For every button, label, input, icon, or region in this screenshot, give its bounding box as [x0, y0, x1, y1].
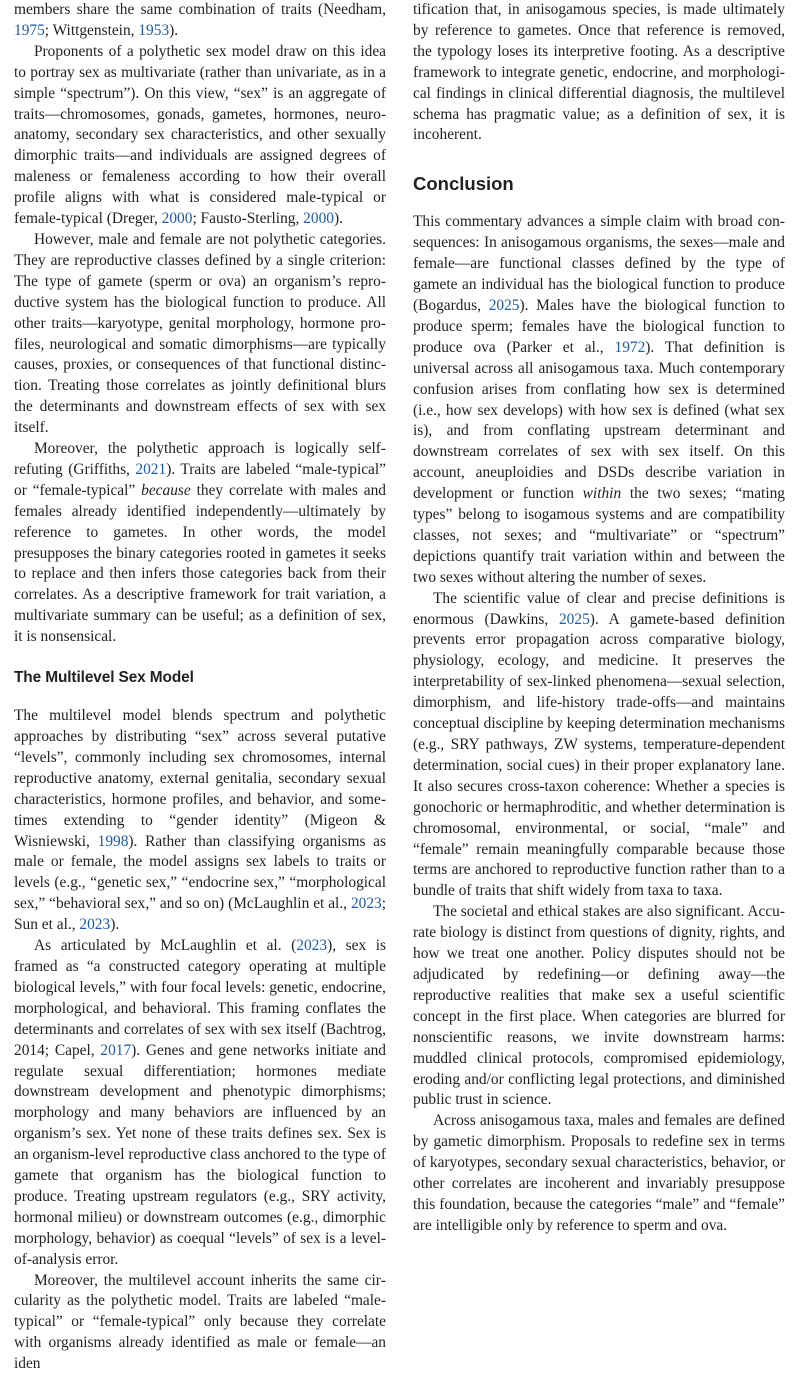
- citation-link[interactable]: 1972: [614, 338, 646, 356]
- citation-link[interactable]: 2000: [303, 210, 334, 228]
- text-run: ).: [333, 210, 343, 228]
- paragraph: [413, 902, 785, 1111]
- citation-link[interactable]: 1998: [97, 832, 129, 850]
- citation-link[interactable]: 2023: [79, 916, 111, 934]
- text-run: ). Rather than classifying organisms as male or female, the model assigns sex labels to traits or levels (e.g., “genetic sex,” “endocrine sex,” “morphological sex,” “behavioral sex,” and so on) (McLaughlin et al.,: [14, 832, 386, 913]
- citation-link[interactable]: 2023: [350, 895, 382, 913]
- text-run: Moreover, the multilevel account inherits the same circularity as the polythetic model. Traits are labeled “male-typical” or “female-typical” only because they correlate with organisms already identified as male or female—an iden: [14, 1271, 386, 1373]
- citation-link[interactable]: 2021: [135, 460, 167, 478]
- text-run: The multilevel model blends spectrum and polythetic approaches by distributing “sex” across several putative “levels”, commonly including sex chromosomes, internal reproductive anatomy, external genitalia, secondary sexual characteristics, hormone profiles, and behavior, and sometimes extending to “gender identity” (Migeon & Wisniewski,: [14, 707, 386, 850]
- paragraph: [14, 706, 386, 936]
- text-run: As articulated by McLaughlin et al. (: [34, 937, 297, 955]
- paragraph: [14, 0, 386, 42]
- text-run: ). That definition is universal across all anisogamous taxa. Much contemporary confusion arises from conflating how sex is determined (i.e., how sex develops) with how sex is defined (what sex is), and from conflating upstream determinant and downstream correlates of sex with sex itself. On this account, aneuploidies and DSDs describe variation in development or function: [413, 338, 785, 503]
- section-heading: The Multilevel Sex Model: [14, 669, 194, 687]
- paragraph: [413, 1111, 785, 1236]
- citation-link[interactable]: 2017: [100, 1041, 132, 1059]
- paragraph: [413, 212, 785, 588]
- text-run: ). A gamete-based definition prevents error propagation across comparative biology, physiology, ecology, and medicine. It preserves the interpretability of sex-linked phenomena—sexual selection, dimorphism, and life-history trade-offs—and maintains conceptual discipline by keeping determination mechanisms (e.g., SRY pathways, ZW systems, temperature-dependent determination, social cues) in their proper explanatory lane. It also secures cross-taxon coherence: Whether a species is gonochoric or hermaphroditic, and whether determination is chromosomal, environmental, or social, “male” and “female” remain meaningfully comparable because those terms are anchored to reproductive function rather than to a bundle of traits that shift widely from taxa to taxa.: [413, 610, 785, 900]
- text-run: ; Sun et al.,: [14, 895, 386, 934]
- text-run: The scientific value of clear and precise definitions is enormous (Dawkins,: [413, 589, 785, 628]
- paragraph: [413, 0, 785, 146]
- paragraph: [14, 936, 386, 1271]
- text-run: they correlate with males and females already identified independently—ultimately by reference to gametes. In other words, the model presupposes the binary categories rooted in gametes it seeks to replace and then infers those categories back from their correlates. As a descriptive framework for trait variation, a multivariate summary can be useful; as a definition of sex, it is nonsensical.: [14, 481, 386, 646]
- text-run: ).: [110, 916, 120, 934]
- citation-link[interactable]: 2000: [161, 210, 193, 228]
- text-run: ), sex is framed as “a constructed category operating at multiple biological levels,” with four focal levels: genetic, endocrine, morphological, and behavioral. This framing conflates the determinants and correlates of sex with sex itself (Bachtrog, 2014; Capel,: [14, 937, 387, 1059]
- text-run: the two sexes; “mating types” belong to isogamous systems and are compatibility classes, not sexes; and “multivariate” or “spectrum” depictions quantify trait variation within and between the two sexes without altering the number of sexes.: [413, 485, 785, 586]
- paragraph: [413, 589, 785, 903]
- text-run: Proponents of a polythetic sex model draw on this idea to portray sex as multivariate (rather than univariate, as in a simple “spectrum”). On this view, “sex” is an aggregate of traits—chromosomes, gonads, gametes, hormones, neuroanatomy, secondary sex characteristics, and other sexually dimorphic traits—and individuals are assigned degrees of maleness or femaleness according to how their overall profile aligns with what is considered male-typical or female-typical (Dreger,: [14, 42, 386, 228]
- text-run: members share the same combination of traits (Needham,: [14, 1, 386, 18]
- text-run: However, male and female are not polythetic categories. They are reproductive classes defined by a single criterion: The type of gamete (sperm or ova) an organism’s reproductive system has the biological function to produce. All other traits—karyotype, genital morphology, hormone profiles, neurological and somatic dimorphisms—are typically causes, proxies, or consequences of that functional distinction. Treating those correlates as jointly definitional blurs the determinants and downstream effects of sex with sex itself.: [14, 230, 386, 437]
- paragraph: [14, 1271, 386, 1375]
- citation-link[interactable]: 2025: [558, 610, 590, 628]
- paragraph: [14, 230, 386, 439]
- text-run: The societal and ethical stakes are also significant. Accurate biology is distinct from questions of dignity, rights, and how we treat one another. Policy disputes should not be adjudicated by redefining—or defining away—the reproductive realities that make sex a useful scientific concept in the first place. When categories are blurred for nonscientific reasons, we invite downstream harms: muddled clinical protocols, compromised epidemiology, eroding and/or conflicting legal protections, and diminished public trust in science.: [413, 903, 785, 1109]
- emphasis-text: because: [141, 481, 191, 499]
- text-run: ; Wittgenstein,: [44, 21, 139, 39]
- text-run: ; Fausto-Sterling,: [192, 210, 304, 228]
- text-run: ). Males have the biological function to produce sperm; females have the biological function to produce ova (Parker et al.,: [413, 296, 785, 356]
- left-column: [14, 0, 386, 1375]
- text-run: This commentary advances a simple claim with broad consequences: In anisogamous organisms, the sexes—male and female—are functional classes defined by the type of gamete an individual has the biological function to produce (Bogardus,: [413, 213, 785, 314]
- right-column: [413, 0, 785, 1237]
- text-run: ). Genes and gene networks initiate and regulate sexual differentiation; hormones mediate downstream development and phenotypic dimorphisms; morphology and many behaviors are influenced by an organism’s sex. Yet none of these traits defines sex. Sex is an organism-level reproductive class anchored to the type of gamete that organism has the biological function to produce. Treating upstream regulators (e.g., SRY activity, hormonal milieu) or downstream outcomes (e.g., dimorphic morphology, behavior) as coequal “levels” of sex is a level-of-analysis error.: [14, 1041, 386, 1268]
- citation-link[interactable]: 1975: [14, 21, 45, 39]
- citation-link[interactable]: 1953: [138, 21, 170, 39]
- paragraph: [14, 42, 386, 230]
- text-run: ).: [169, 21, 179, 39]
- text-run: ). Traits are labeled “male-typical” or “female-typical”: [14, 460, 386, 499]
- emphasis-text: within: [582, 485, 622, 503]
- citation-link[interactable]: 2025: [488, 296, 520, 314]
- text-run: Moreover, the polythetic approach is logically self-refuting (Griffiths,: [14, 440, 386, 478]
- paragraph: [14, 439, 386, 648]
- citation-link[interactable]: 2023: [296, 937, 328, 955]
- section-heading: Conclusion: [413, 173, 514, 195]
- text-run: tification that, in anisogamous species, is made ultimately by reference to gametes. Once that reference is removed, the typology loses its interpretive footing. As a descriptive framework to integrate genetic, endocrine, and morphological findings in clinical differential diagnosis, the multilevel schema has pragmatic value; as a definition of sex, it is incoherent.: [413, 1, 785, 144]
- text-run: Across anisogamous taxa, males and females are defined by gametic dimorphism. Proposals to redefine sex in terms of karyotypes, secondary sexual characteristics, behavior, or other correlates are incoherent and invariably presuppose this foundation, because the categories “male” and “female” are intelligible only by reference to sperm and ova.: [413, 1112, 785, 1234]
